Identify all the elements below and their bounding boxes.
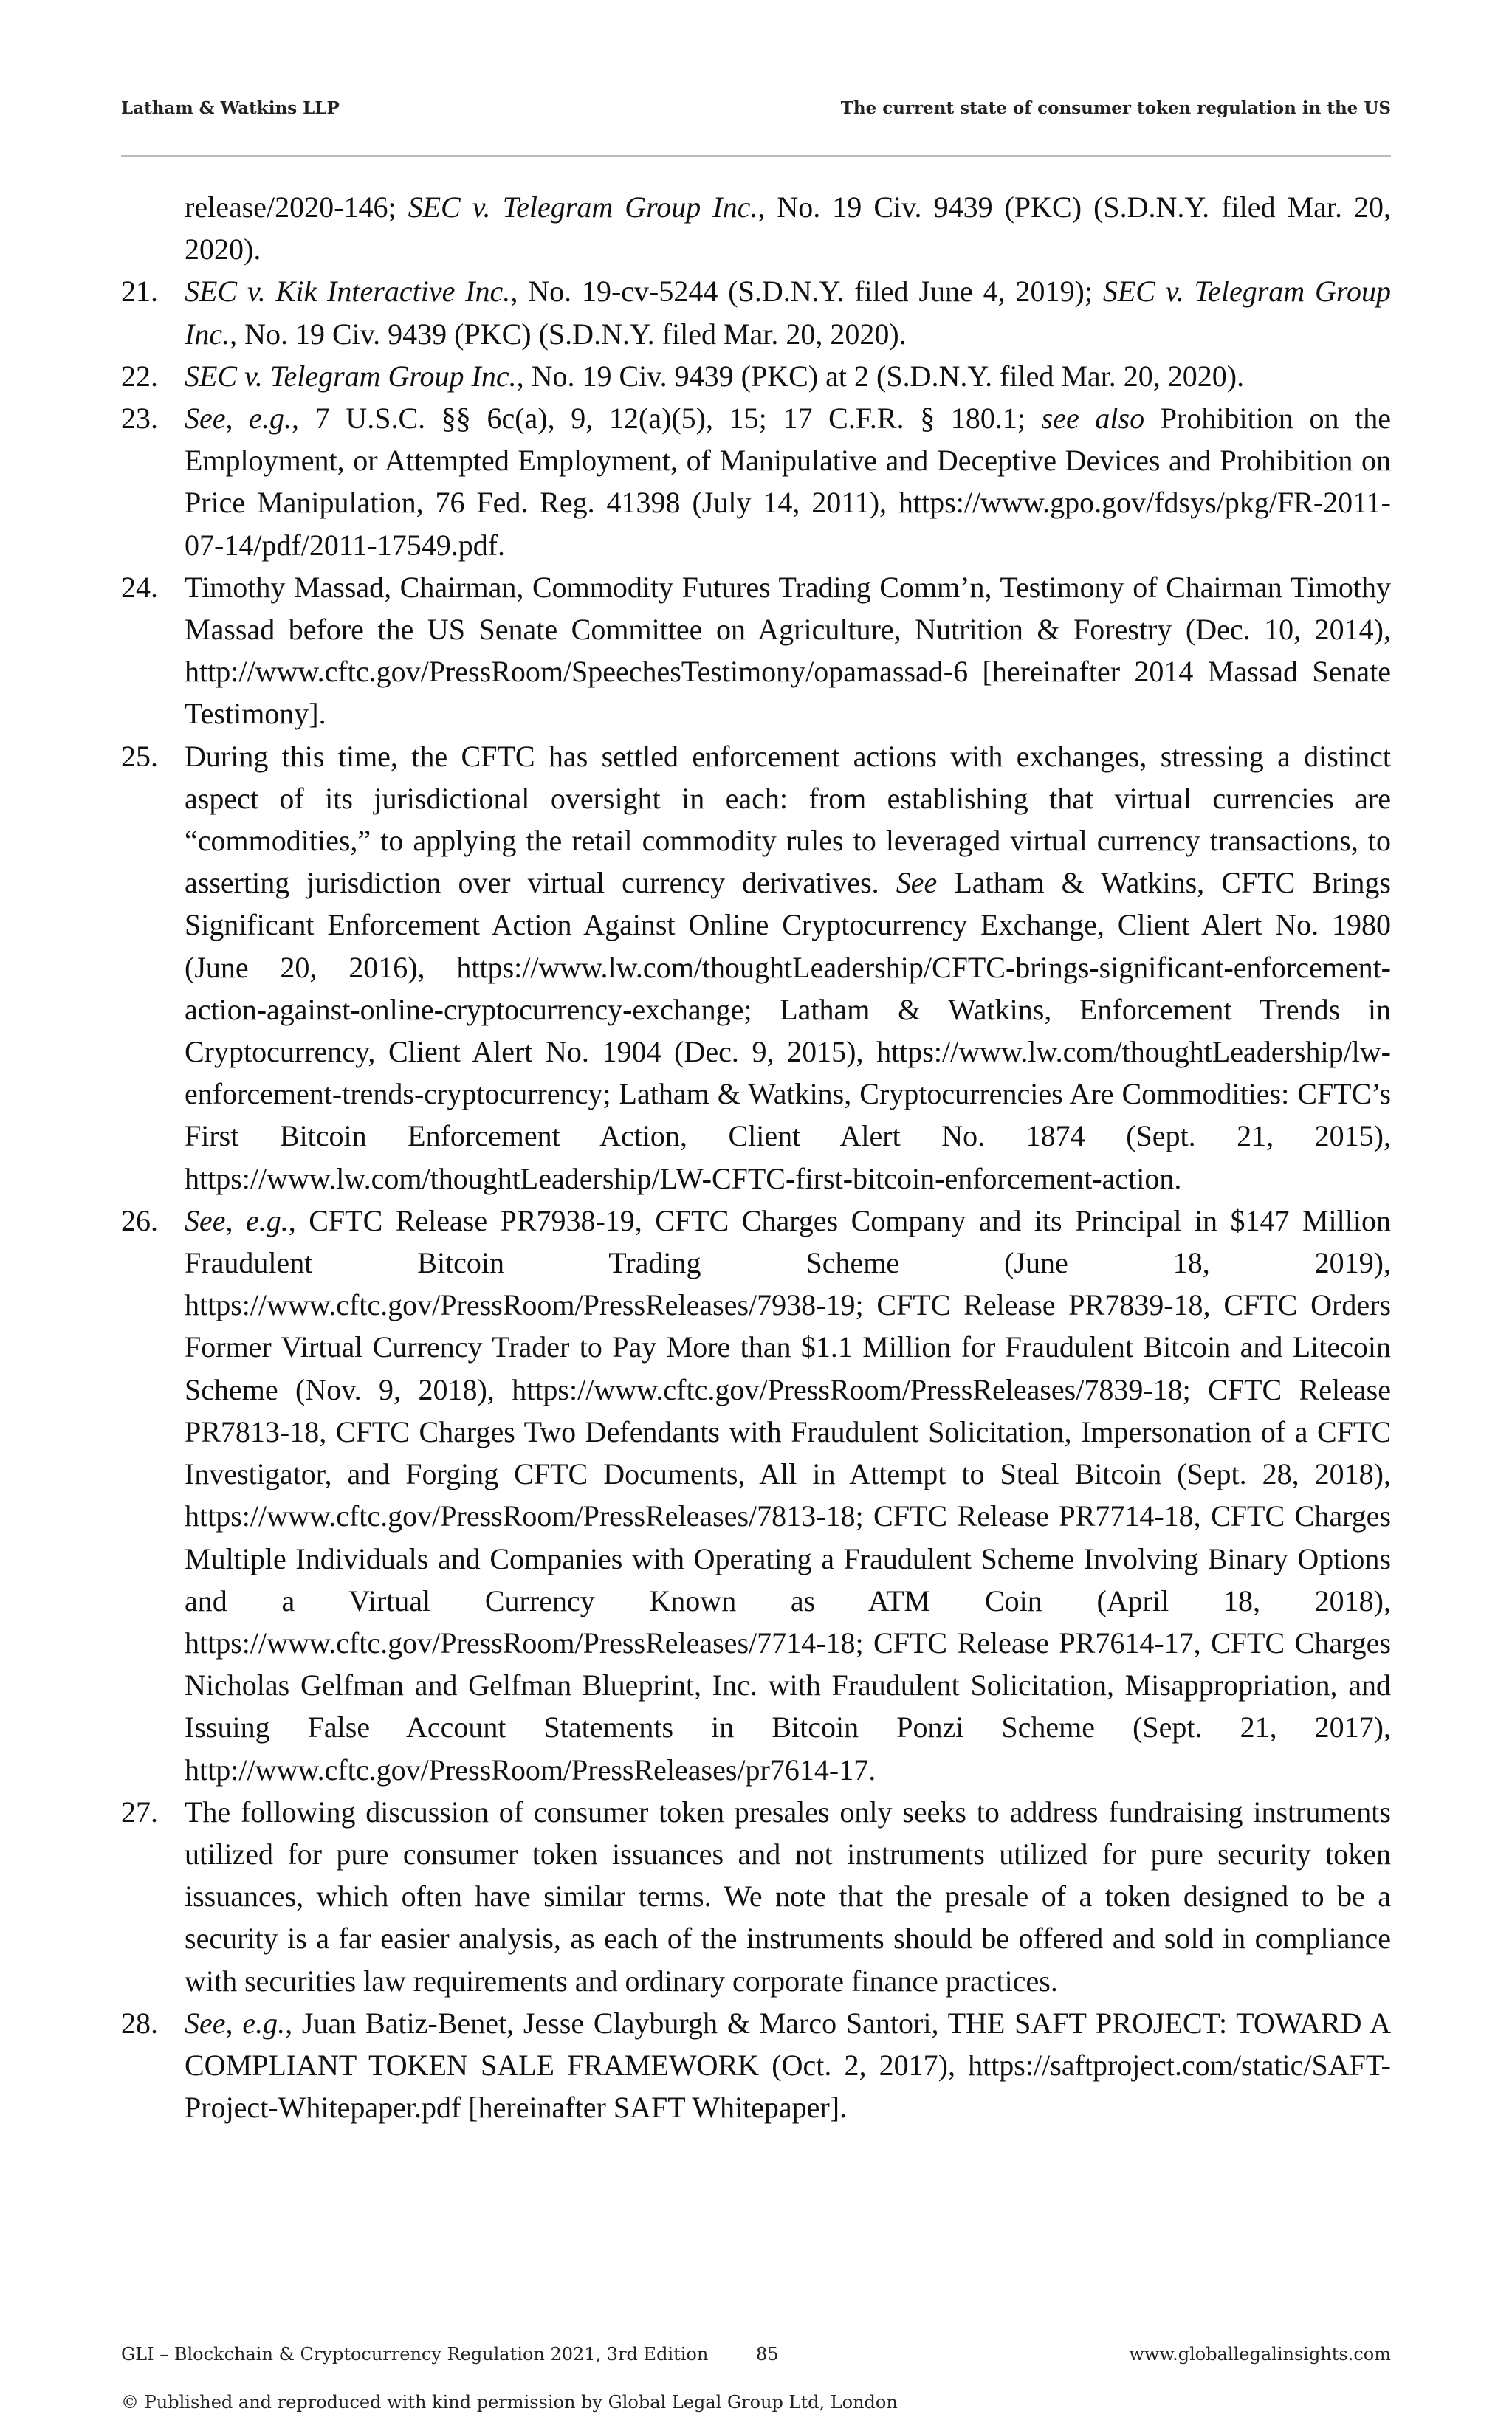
endnote-italic-text: SEC v. Telegram Group Inc.: [408, 190, 758, 224]
endnote: [121, 186, 1391, 270]
endnotes-list: [121, 186, 1391, 2128]
endnote-italic-text: SEC v. Telegram Group Inc.: [185, 359, 517, 393]
endnote-number: 27.: [121, 1795, 158, 1829]
endnote-number: 21.: [121, 275, 158, 309]
endnote-text: Latham & Watkins, CFTC Brings Significant Enforcement Action Against Online Cryptocurrency Exchange, Client Alert No. 1980 (June 20, 2016), https://www.lw.com/thoughtLeadership/CFTC-brings-significant-enforcement-action-against-online-cryptocurrency-exchange; Latham & Watkins, Enforcement Trends in Cryptocurrency, Client Alert No. 1904 (Dec. 9, 2015), https://www.lw.com/thoughtLeadership/lw-enforcement-trends-cryptocurrency; Latham & Watkins, Cryptocurrencies Are Commodities: CFTC’s First Bitcoin Enforcement Action, Client Alert No. 1874 (Sept. 21, 2015), https://www.lw.com/thoughtLeadership/LW-CFTC-first-bitcoin-enforcement-action.: [185, 866, 1392, 1195]
endnote: [121, 2002, 1391, 2129]
running-footer: [121, 2344, 1391, 2373]
endnote: [121, 270, 1391, 354]
endnote-number: 24.: [121, 570, 158, 604]
endnote-italic-text: SEC v. Kik Interactive Inc.: [185, 275, 511, 309]
endnote-text: , No. 19 Civ. 9439 (PKC) (S.D.N.Y. filed Mar. 20, 2020).: [185, 190, 1392, 267]
endnote-text: , CFTC Release PR7938-19, CFTC Charges Company and its Principal in $147 Million Fraudulent Bitcoin Trading Scheme (June 18, 2019), https://www.cftc.gov/PressRoom/PressReleases/7938-19; CFTC Release PR7839-18, CFTC Orders Former Virtual Currency Trader to Pay More than $1.1 Million for Fraudulent Bitcoin and Litecoin Scheme (Nov. 9, 2018), https://www.cftc.gov/PressRoom/PressReleases/7839-18; CFTC Release PR7813-18, CFTC Charges Two Defendants with Fraudulent Solicitation, Impersonation of a CFTC Investigator, and Forging CFTC Documents, All in Attempt to Steal Bitcoin (Sept. 28, 2018), https://www.cftc.gov/PressRoom/PressReleases/7813-18; CFTC Release PR7714-18, CFTC Charges Multiple Individuals and Companies with Operating a Fraudulent Scheme Involving Binary Options and a Virtual Currency Known as ATM Coin (April 18, 2018), https://www.cftc.gov/PressRoom/PressReleases/7714-18; CFTC Release PR7614-17, CFTC Charges Nicholas Gelfman and Gelfman Blueprint, Inc. with Fraudulent Solicitation, Misappropriation, and Issuing False Account Statements in Bitcoin Ponzi Scheme (Sept. 21, 2017), http://www.cftc.gov/PressRoom/PressReleases/pr7614-17.: [185, 1203, 1391, 1787]
header-divider: [121, 155, 1391, 157]
footer-website: www.globallegalinsights.com: [1129, 2344, 1391, 2365]
endnote-italic-text: e.g.: [242, 2006, 286, 2040]
footer-publication: GLI – Blockchain & Cryptocurrency Regulation 2021, 3rd Edition: [121, 2344, 709, 2365]
endnote-text: ,: [225, 2006, 243, 2040]
endnote-text: , 7 U.S.C. §§ 6c(a), 9, 12(a)(5), 15; 17 C.F.R. § 180.1;: [291, 402, 1042, 436]
endnote-italic-text: SEC v. Telegram Group Inc.: [185, 275, 1392, 351]
endnote-italic-text: See: [896, 866, 938, 900]
header-chapter-title: The current state of consumer token regulation in the US: [840, 98, 1391, 118]
endnote-text: Timothy Massad, Chairman, Commodity Futures Trading Comm’n, Testimony of Chairman Timothy Massad before the US Senate Committee on Agriculture, Nutrition & Forestry (Dec. 10, 2014), http://www.cftc.gov/PressRoom/SpeechesTestimony/opamassad-6 [hereinafter 2014 Massad Senate Testimony].: [185, 570, 1391, 731]
endnote-text: The following discussion of consumer token presales only seeks to address fundraising instruments utilized for pure consumer token issuances and not instruments utilized for pure security token issuances, which often have similar terms. We note that the presale of a token designed to be a security is a far easier analysis, as each of the instruments should be offered and sold in compliance with securities law requirements and ordinary corporate finance practices.: [185, 1795, 1391, 1998]
endnote: [121, 566, 1391, 735]
endnote-italic-text: See: [185, 2006, 226, 2040]
page-number: 85: [756, 2344, 779, 2365]
endnote-number: 28.: [121, 2006, 158, 2040]
endnote-text: ,: [225, 402, 250, 436]
endnote: [121, 1200, 1391, 1791]
endnote-text: During this time, the CFTC has settled enforcement actions with exchanges, stressing a distinct aspect of its jurisdictional oversight in each: from establishing that virtual currencies are “commodities,” to applying the retail commodity rules to leveraged virtual currency transactions, to asserting jurisdiction over virtual currency derivatives.: [185, 739, 1391, 900]
endnote: [121, 355, 1391, 397]
endnote-italic-text: See: [185, 1203, 226, 1237]
endnote-text: Prohibition on the Employment, or Attempted Employment, of Manipulative and Deceptive Devices and Prohibition on Price Manipulation, 76 Fed. Reg. 41398 (July 14, 2011), https://www.gpo.gov/fdsys/pkg/FR-2011-07-14/pdf/2011-17549.pdf.: [185, 402, 1392, 562]
endnote-number: 22.: [121, 359, 158, 393]
running-header: [121, 98, 1391, 128]
endnote-text: , No. 19-cv-5244 (S.D.N.Y. filed June 4, 2019);: [510, 275, 1103, 309]
endnote: [121, 397, 1391, 566]
endnote: [121, 1791, 1391, 2002]
endnote-text: ,: [225, 1203, 246, 1237]
endnote-italic-text: see also: [1041, 402, 1145, 436]
endnote-italic-text: See: [185, 402, 226, 436]
endnote-text: , No. 19 Civ. 9439 (PKC) (S.D.N.Y. filed Mar. 20, 2020).: [230, 317, 907, 351]
endnote-number: 26.: [121, 1203, 158, 1237]
endnote: [121, 735, 1391, 1200]
endnote-text: , No. 19 Civ. 9439 (PKC) at 2 (S.D.N.Y. filed Mar. 20, 2020).: [516, 359, 1245, 393]
header-firm-name: Latham & Watkins LLP: [121, 98, 340, 118]
endnote-italic-text: e.g.: [245, 1203, 289, 1237]
endnote-number: 25.: [121, 739, 158, 773]
endnote-text: , Juan Batiz-Benet, Jesse Clayburgh & Marco Santori, THE SAFT PROJECT: TOWARD A COMPLIANT TOKEN SALE FRAMEWORK (Oct. 2, 2017), https://saftproject.com/static/SAFT-Project-Whitepaper.pdf [hereinafter SAFT Whitepaper].: [185, 2006, 1392, 2125]
endnote-number: 23.: [121, 402, 158, 436]
endnote-italic-text: e.g.: [249, 402, 292, 436]
endnote-text: release/2020-146;: [185, 190, 408, 224]
copyright-notice: © Published and reproduced with kind permission by Global Legal Group Ltd, London: [121, 2392, 898, 2413]
